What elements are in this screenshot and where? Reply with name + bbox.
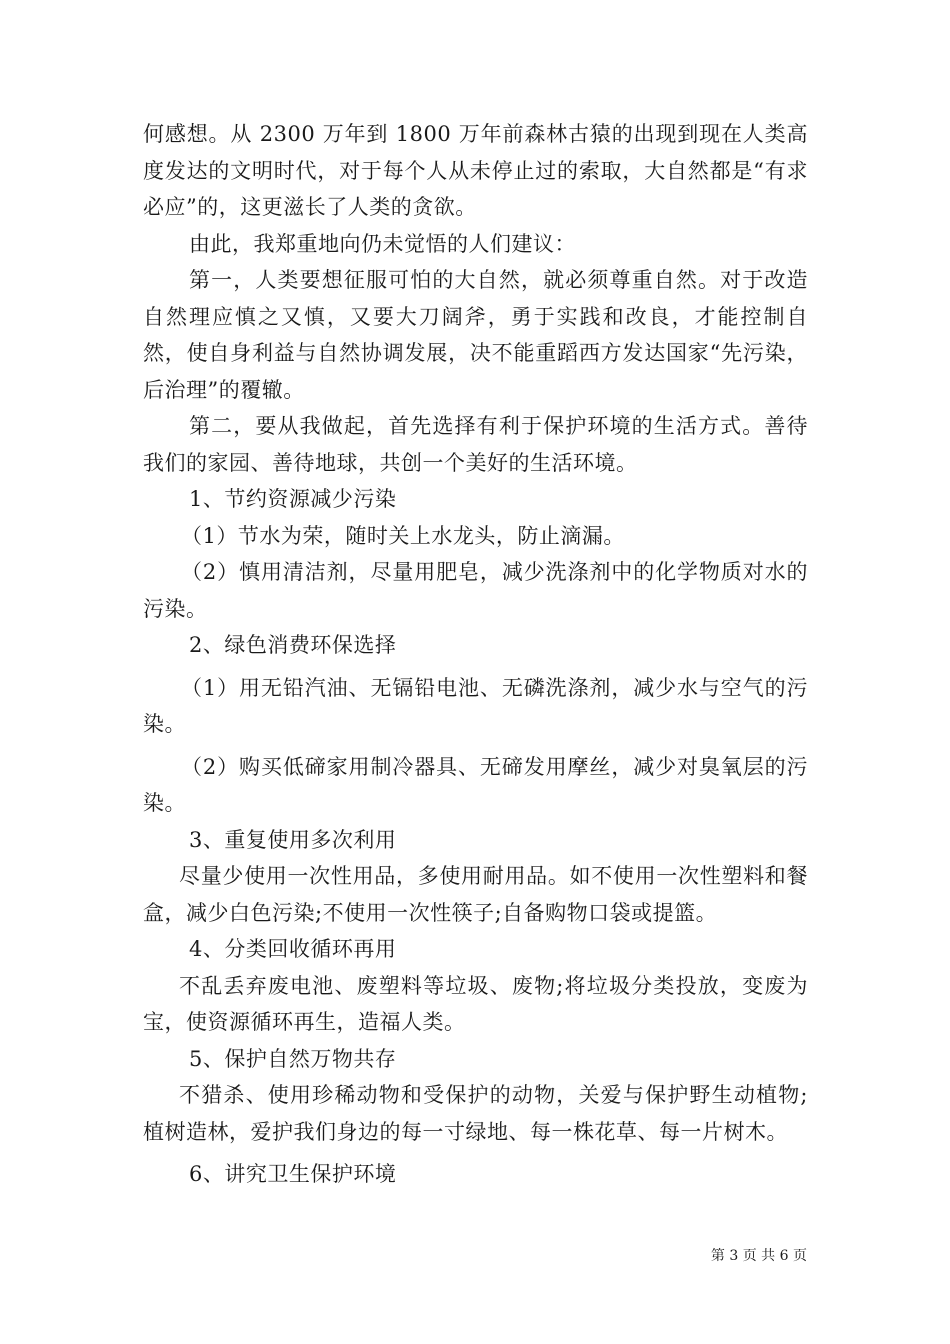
paragraph-continuation: 何感想。从 2300 万年到 1800 万年前森林古猿的出现到现在人类高度发达的文明时代，对于每个人从未停止过的索取，大自然都是“有求必应”的，这更滋长了人类的贪欲。: [143, 122, 808, 219]
page-number-footer: 第 3 页 共 6 页: [710, 1248, 807, 1264]
section-heading-1: 1、节约资源减少污染: [189, 487, 397, 511]
section-heading-5: 5、保护自然万物共存: [189, 1046, 397, 1071]
paragraph-reuse: 尽量少使用一次性用品，多使用耐用品。如不使用一次性塑料和餐盒，减少白色污染;不使用一次性筷子;自备购物口袋或提篮。: [143, 864, 808, 925]
paragraph-protect-nature: 不猎杀、使用珍稀动物和受保护的动物，关爱与保护野生动植物;植树造林，爱护我们身边的每一寸绿地、每一株花草、每一片树木。: [143, 1083, 808, 1144]
paragraph-recycle: 不乱丢弃废电池、废塑料等垃圾、废物;将垃圾分类投放，变废为宝，使资源循环再生，造福人类。: [143, 973, 808, 1034]
section-heading-2: 2、绿色消费环保选择: [189, 633, 397, 657]
list-item-1-1: （1）节水为荣，随时关上水龙头，防止滴漏。: [181, 523, 625, 548]
list-item-1-2: （2）慎用清洁剂，尽量用肥皂，减少洗涤剂中的化学物质对水的污染。: [143, 560, 808, 621]
section-heading-6: 6、讲究卫生保护环境: [189, 1162, 397, 1186]
section-heading-4: 4、分类回收循环再用: [189, 937, 397, 961]
paragraph-first-point: 第一，人类要想征服可怕的大自然，就必须尊重自然。对于改造自然理应慎之又慎，又要大刀阔斧，勇于实践和改良，才能控制自然，使自身利益与自然协调发展，决不能重蹈西方发达国家“先污染，后治理”的覆辙。: [143, 268, 808, 402]
paragraph-proposal-intro: 由此，我郑重地向仍未觉悟的人们建议：: [189, 231, 576, 256]
list-item-2-1: （1）用无铅汽油、无镉铅电池、无磷洗涤剂，减少水与空气的污染。: [143, 675, 808, 736]
document-body: [143, 116, 808, 1193]
section-heading-3: 3、重复使用多次利用: [189, 827, 397, 852]
list-item-2-2: （2）购买低碲家用制冷器具、无碲发用摩丝，减少对臭氧层的污染。: [143, 754, 808, 815]
paragraph-second-point: 第二，要从我做起，首先选择有利于保护环境的生活方式。善待我们的家园、善待地球，共创一个美好的生活环境。: [143, 414, 808, 475]
